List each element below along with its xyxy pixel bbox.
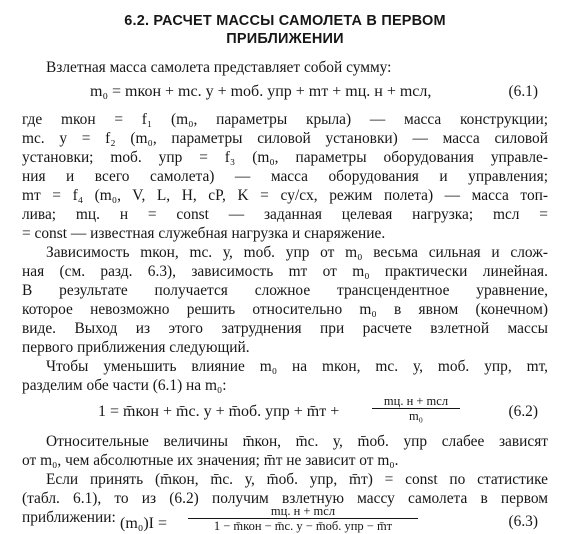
equation-number: (6.3) bbox=[508, 513, 538, 530]
fraction-denominator: 1 − m̄кон − m̄с. у − m̄об. упр − m̄т bbox=[213, 519, 393, 533]
paragraph-line: виде. Выход из этого затруднения при расчете взлетной массы bbox=[22, 320, 548, 337]
paragraph-line: Зависимость mкон, mс. у, mоб. упр от m₀ весьма сильная и слож- bbox=[46, 244, 548, 261]
equation-6-1: m₀ = mкон + mс. у + mоб. упр + mт + mц. н + mсл, bbox=[90, 83, 432, 100]
paragraph-line: приближении: bbox=[22, 509, 116, 526]
paragraph-line: лива; mц. н = const — заданная целевая нагрузка; mсл = bbox=[22, 206, 548, 223]
equation-number: (6.2) bbox=[508, 403, 538, 420]
paragraph-line: Если принять (m̄кон, m̄с. у, m̄об. упр, m̄т) = const по статистике bbox=[46, 471, 548, 488]
section-heading: 6.2. РАСЧЕТ МАССЫ САМОЛЕТА В ПЕРВОМ bbox=[124, 13, 446, 29]
paragraph-line: первого приближения следующий. bbox=[22, 339, 250, 356]
paragraph-line: Относительные величины m̄кон, m̄с. у, m̄об. упр слабее зависят bbox=[46, 433, 548, 450]
paragraph-line: (табл. 6.1), то из (6.2) получим взлетную массу самолета в первом bbox=[22, 490, 548, 507]
equation-number: (6.1) bbox=[508, 83, 538, 100]
paragraph-line: = const — известная служебная нагрузка и снаряжение. bbox=[22, 225, 386, 242]
fraction-denominator: m₀ bbox=[408, 409, 424, 423]
section-heading-continued: ПРИБЛИЖЕНИИ bbox=[226, 31, 344, 47]
paragraph-line: установки; mоб. упр = f₃ (m₀, параметры оборудования управле- bbox=[22, 149, 548, 166]
paragraph-line: ная (см. разд. 6.3), зависимость mт от m₀ практически линейная. bbox=[22, 263, 548, 280]
paragraph-line: где mкон = f₁ (m₀, параметры крыла) — масса конструкции; bbox=[22, 111, 548, 128]
paragraph-line: mт = f₄ (m₀, V, L, H, cP, K = cy/cx, режим полета) — масса топ- bbox=[22, 187, 548, 204]
equation-6-3-left: (m₀)I = bbox=[120, 515, 168, 532]
paragraph-line: mс. у = f₂ (m₀, параметры силовой установки) — масса силовой bbox=[22, 130, 548, 147]
paragraph-line: от m₀, чем абсолютные их значения; m̄т не зависит от m₀. bbox=[22, 452, 399, 469]
paragraph-line: разделим обе части (6.1) на m₀: bbox=[22, 377, 227, 394]
paragraph-line: В результате получается сложное трансцендентное уравнение, bbox=[22, 282, 548, 299]
equation-6-2-fraction bbox=[372, 394, 460, 423]
paragraph-line: Взлетная масса самолета представляет собой сумму: bbox=[46, 59, 392, 76]
equation-6-2: 1 = m̄кон + m̄с. у + m̄об. упр + m̄т + bbox=[98, 403, 340, 420]
paragraph-line: ния и всего самолета) — масса оборудования и управления; bbox=[22, 168, 548, 185]
fraction-numerator: mц. н + mсл bbox=[383, 394, 449, 408]
equation-6-3-fraction bbox=[188, 504, 418, 533]
fraction-numerator: mц. н + mсл bbox=[270, 504, 336, 518]
paragraph-line: которое невозможно решить относительно m₀ в явном (конечном) bbox=[22, 301, 548, 318]
paragraph-line: Чтобы уменьшить влияние m₀ на mкон, mс. у, mоб. упр, mт, bbox=[46, 358, 548, 375]
